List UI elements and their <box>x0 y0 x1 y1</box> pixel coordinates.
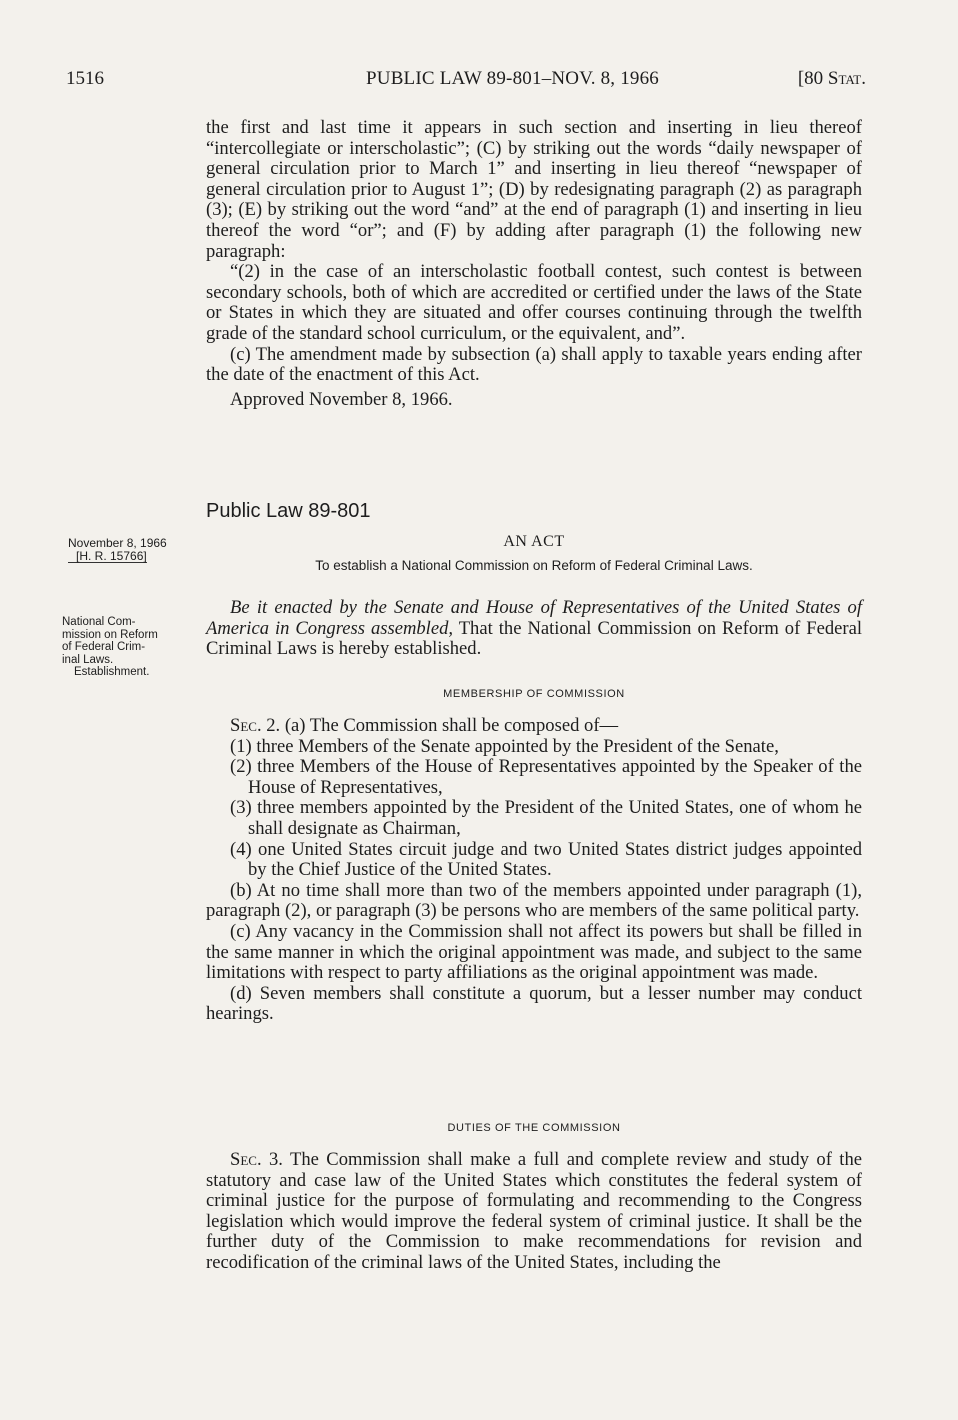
establishment-text: That the National Commission on Reform of Federal Criminal Laws is hereby established. <box>206 617 862 660</box>
margin-date: November 8, 1966 <box>68 536 167 550</box>
duties-text: The Commission shall make a full and complete review and study of the statutory and case law of the United States which constitutes the federal system of criminal justice for the purpose of formulating and recommending to the Congress legislation which would improve the federal system of criminal justice. It shall be the further duty of the Commission to make recommendations for revision and recodification of the criminal laws of the United States, including the <box>206 1149 862 1273</box>
margin-date-block <box>68 537 188 563</box>
subsection-b: (b) At no time shall more than two of the members appointed under paragraph (1), paragraph (2), or paragraph (3) be persons who are members of the same political party. <box>206 879 862 922</box>
public-law-title: Public Law 89-801 <box>206 500 371 522</box>
quoted-paragraph: “(2) in the case of an interscholastic football contest, such contest is between secondary schools, both of which are accredited or certified under the laws of the State or States in which they are situated and offer courses continuing through the twelfth grade of the standard school curriculum, or the equivalent, and”. <box>206 261 862 344</box>
continuation-text <box>206 118 862 410</box>
approval-line: Approved November 8, 1966. <box>230 388 453 410</box>
margin-note: National Com- mission on Reform of Federal Crim- inal Laws. Establishment. <box>62 616 158 678</box>
member-item: (2) three Members of the House of Representatives appointed by the Speaker of the House of Representatives, <box>230 756 862 798</box>
subsection-d: (d) Seven members shall constitute a quorum, but a lesser number may conduct hearings. <box>206 982 862 1025</box>
margin-bill-number: [H. R. 15766] <box>68 550 147 564</box>
membership-heading: MEMBERSHIP OF COMMISSION <box>443 688 625 700</box>
member-item: (3) three members appointed by the President of the United States, one of whom he shall designate as Chairman, <box>230 797 862 839</box>
section-label: Sec. 2. <box>230 715 281 736</box>
membership-section <box>206 716 862 1025</box>
an-act-heading: AN ACT <box>503 533 565 550</box>
effective-date-paragraph: (c) The amendment made by subsection (a) shall apply to taxable years ending after the date of the enactment of this Act. <box>206 343 862 386</box>
section-label: Sec. 3. <box>230 1149 283 1170</box>
statute-reference: [80 Stat. <box>797 68 866 89</box>
duties-section <box>206 1150 862 1274</box>
act-purpose: To establish a National Commission on Reform of Federal Criminal Laws. <box>315 558 753 573</box>
continuation-paragraph: the first and last time it appears in such section and inserting in lieu thereof “intercollegiate or interscholastic”; (C) by striking out the words “daily newspaper of general circulation prior to March 1” and inserting in lieu thereof “newspaper of general circulation prior to August 1”; (D) by redesignating paragraph (2) as paragraph (3); (E) by striking out the word “and” at the end of paragraph (1) and inserting in lieu thereof the word “or”; and (F) by adding after paragraph (1) the following new paragraph: <box>206 117 862 262</box>
enacting-clause <box>206 598 862 660</box>
enacting-formula: Be it enacted by the Senate and House of Representatives of the United States of America in Congress assembled, <box>206 597 862 639</box>
member-item: (1) three Members of the Senate appointed by the President of the Senate, <box>230 735 779 757</box>
subsection-a: (a) The Commission shall be composed of— <box>280 715 619 736</box>
duties-heading: DUTIES OF THE COMMISSION <box>447 1122 621 1134</box>
header-title: PUBLIC LAW 89-801–NOV. 8, 1966 <box>366 68 660 89</box>
subsection-c: (c) Any vacancy in the Commission shall not affect its powers but shall be filled in the same manner in which the original appointment was made, and subject to the same limitations with respect to party affiliations as the original appointment was made. <box>206 920 862 984</box>
member-item: (4) one United States circuit judge and two United States district judges appointed by the Chief Justice of the United States. <box>230 838 862 881</box>
running-header <box>66 68 866 94</box>
page-number: 1516 <box>66 68 104 89</box>
